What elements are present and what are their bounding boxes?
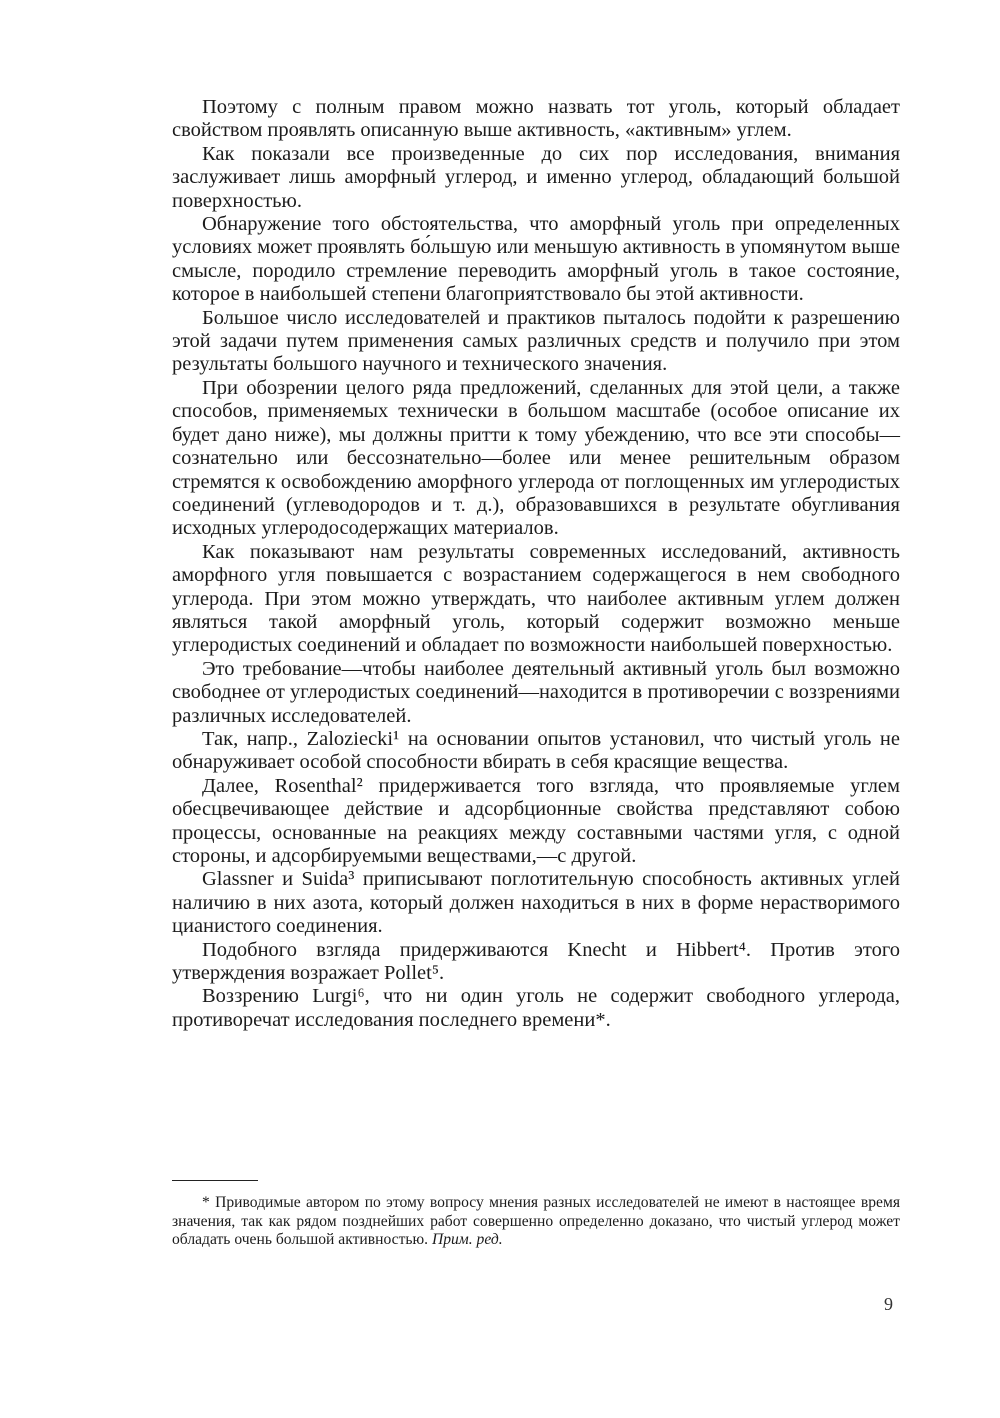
paragraph: При обозрении целого ряда предложений, сделанных для этой цели, а также способов, применяемых технически в большом масштабе (особое описание их будет дано ниже), мы должны притти к тому убеждению, что все эти способы—сознательно или бессознательно—более или менее решительным образом стремятся к освобождению аморфного углерода от поглощенных им углеродистых соединений (углеводородов и т. д.), образовавшихся в результате обугливания исходных углеродосодержащих материалов. bbox=[172, 376, 900, 540]
paragraph: Далее, Rosenthal² придерживается того взгляда, что проявляемые углем обесцвечивающее действие и адсорбционные свойства представляют собою процессы, основанные на реакциях между составными частями угля, с одной стороны, и адсорбируемыми веществами,—с другой. bbox=[172, 774, 900, 867]
footnote bbox=[172, 1194, 900, 1250]
footnote-separator bbox=[172, 1180, 258, 1181]
page-number: 9 bbox=[884, 1294, 893, 1314]
paragraph: Glassner и Suida³ приписывают поглотительную способность активных углей наличию в них азота, который должен находиться в них в форме нерастворимого цианистого соединения. bbox=[172, 868, 900, 938]
paragraph: Подобного взгляда придерживаются Knecht и Hibbert⁴. Против этого утверждения возражает Pollet⁵. bbox=[172, 938, 900, 985]
paragraph: Воззрению Lurgi⁶, что ни один уголь не содержит свободного углерода, противоречат исследования последнего времени*. bbox=[172, 985, 900, 1031]
paragraph: Это требование—чтобы наиболее деятельный активный уголь был возможно свободнее от углеродистых соединений—находится в противоречии с воззрениями различных исследователей. bbox=[172, 657, 900, 727]
paragraph: Обнаружение того обстоятельства, что аморфный уголь при определенных условиях может проявлять бо́льшую или меньшую активность в упомянутом выше смысле, породило стремление переводить аморфный уголь в такое состояние, которое в наибольшей степени благоприятствовало бы этой активности. bbox=[172, 213, 900, 306]
paragraph: Так, напр., Zaloziecki¹ на основании опытов установил, что чистый уголь не обнаруживает особой способности вбирать в себя красящие вещества. bbox=[172, 727, 900, 774]
paragraph: Большое число исследователей и практиков пыталось подойти к разрешению этой задачи путем применения самых различных средств и получило при этом результаты большого научного и технического значения. bbox=[172, 306, 900, 376]
paragraph: Как показывают нам результаты современных исследований, активность аморфного угля повышается с возрастанием содержащегося в нем свободного углерода. При этом можно утверждать, что наиболее активным углем должен являться такой аморфный уголь, который содержит возможно меньше углеродистых соединений и обладает по возможности наибольшей поверхностью. bbox=[172, 540, 900, 657]
paragraph: Как показали все произведенные до сих пор исследования, внимания заслуживает лишь аморфный углерод, и именно углерод, обладающий большой поверхностью. bbox=[172, 142, 900, 212]
footnote-text: * Приводимые автором по этому вопросу мнения разных исследователей не имеют в настоящее время значения, так как рядом позднейших работ совершенно определенно доказано, что чистый углерод может обладать очень большой активностью. bbox=[172, 1194, 900, 1248]
paragraph: Поэтому с полным правом можно назвать тот уголь, который обладает свойством проявлять описанную выше активность, «активным» углем. bbox=[172, 96, 900, 142]
editor-note: Прим. ред. bbox=[431, 1231, 503, 1248]
main-text bbox=[172, 96, 900, 1032]
